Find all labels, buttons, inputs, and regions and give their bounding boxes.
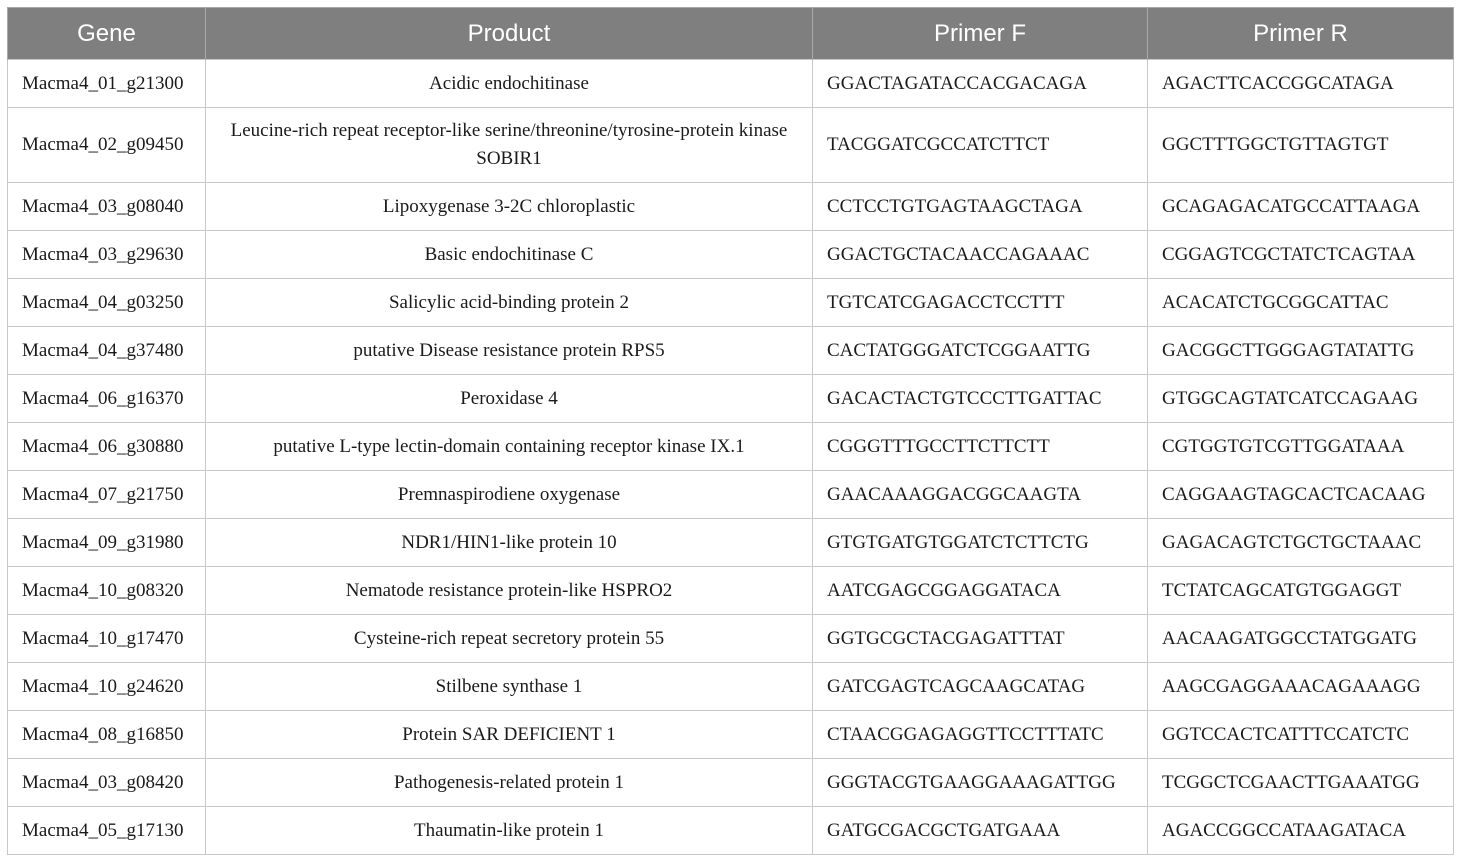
cell-primer-f: GACACTACTGTCCCTTGATTAC [813,375,1148,423]
table-row [8,519,1454,567]
table-row [8,759,1454,807]
cell-gene: Macma4_01_g21300 [8,60,206,108]
header-gene: Gene [8,8,206,60]
cell-primer-r: AACAAGATGGCCTATGGATG [1148,615,1454,663]
cell-primer-f: TACGGATCGCCATCTTCT [813,108,1148,183]
cell-primer-f: AATCGAGCGGAGGATACA [813,567,1148,615]
cell-primer-r: CGTGGTGTCGTTGGATAAA [1148,423,1454,471]
primer-table-container [7,7,1453,855]
cell-gene: Macma4_04_g37480 [8,327,206,375]
cell-primer-r: AGACCGGCCATAAGATACA [1148,807,1454,855]
cell-primer-r: TCGGCTCGAACTTGAAATGG [1148,759,1454,807]
cell-gene: Macma4_10_g17470 [8,615,206,663]
cell-product: Nematode resistance protein-like HSPRO2 [206,567,813,615]
cell-primer-f: GATCGAGTCAGCAAGCATAG [813,663,1148,711]
table-body [8,60,1454,855]
cell-product: Peroxidase 4 [206,375,813,423]
cell-gene: Macma4_03_g29630 [8,231,206,279]
cell-primer-r: AGACTTCACCGGCATAGA [1148,60,1454,108]
cell-primer-f: GGGTACGTGAAGGAAAGATTGG [813,759,1148,807]
cell-primer-f: TGTCATCGAGACCTCCTTT [813,279,1148,327]
table-row [8,807,1454,855]
cell-primer-r: CAGGAAGTAGCACTCACAAG [1148,471,1454,519]
cell-product: Stilbene synthase 1 [206,663,813,711]
table-row [8,327,1454,375]
header-primer-r: Primer R [1148,8,1454,60]
cell-primer-r: GGCTTTGGCTGTTAGTGT [1148,108,1454,183]
cell-product: Salicylic acid-binding protein 2 [206,279,813,327]
cell-gene: Macma4_06_g30880 [8,423,206,471]
cell-product: Protein SAR DEFICIENT 1 [206,711,813,759]
cell-primer-r: CGGAGTCGCTATCTCAGTAA [1148,231,1454,279]
cell-primer-f: GAACAAAGGACGGCAAGTA [813,471,1148,519]
table-row [8,375,1454,423]
cell-gene: Macma4_09_g31980 [8,519,206,567]
table-row [8,663,1454,711]
table-row [8,615,1454,663]
cell-primer-r: GAGACAGTCTGCTGCTAAAC [1148,519,1454,567]
table-row [8,183,1454,231]
cell-primer-r: GACGGCTTGGGAGTATATTG [1148,327,1454,375]
table-row [8,108,1454,183]
header-row [8,8,1454,60]
cell-gene: Macma4_10_g08320 [8,567,206,615]
cell-primer-f: GGACTAGATACCACGACAGA [813,60,1148,108]
cell-primer-r: GGTCCACTCATTTCCATCTC [1148,711,1454,759]
cell-product: Acidic endochitinase [206,60,813,108]
cell-gene: Macma4_10_g24620 [8,663,206,711]
table-row [8,711,1454,759]
cell-primer-f: GGTGCGCTACGAGATTTAT [813,615,1148,663]
cell-primer-f: GTGTGATGTGGATCTCTTCTG [813,519,1148,567]
cell-gene: Macma4_03_g08040 [8,183,206,231]
cell-product: Leucine-rich repeat receptor-like serine/threonine/tyrosine-protein kinase SOBIR1 [206,108,813,183]
cell-primer-r: GTGGCAGTATCATCCAGAAG [1148,375,1454,423]
cell-primer-r: AAGCGAGGAAACAGAAAGG [1148,663,1454,711]
cell-primer-f: GGACTGCTACAACCAGAAAC [813,231,1148,279]
cell-product: Thaumatin-like protein 1 [206,807,813,855]
table-row [8,471,1454,519]
cell-product: Pathogenesis-related protein 1 [206,759,813,807]
cell-product: Premnaspirodiene oxygenase [206,471,813,519]
cell-gene: Macma4_04_g03250 [8,279,206,327]
cell-gene: Macma4_07_g21750 [8,471,206,519]
cell-product: putative Disease resistance protein RPS5 [206,327,813,375]
cell-gene: Macma4_03_g08420 [8,759,206,807]
cell-primer-r: TCTATCAGCATGTGGAGGT [1148,567,1454,615]
cell-primer-f: CACTATGGGATCTCGGAATTG [813,327,1148,375]
cell-product: Lipoxygenase 3-2C chloroplastic [206,183,813,231]
table-row [8,423,1454,471]
header-primer-f: Primer F [813,8,1148,60]
cell-primer-r: GCAGAGACATGCCATTAAGA [1148,183,1454,231]
header-product: Product [206,8,813,60]
cell-primer-f: GATGCGACGCTGATGAAA [813,807,1148,855]
cell-gene: Macma4_05_g17130 [8,807,206,855]
cell-product: Cysteine-rich repeat secretory protein 55 [206,615,813,663]
cell-primer-f: CGGGTTTGCCTTCTTCTT [813,423,1148,471]
cell-product: NDR1/HIN1-like protein 10 [206,519,813,567]
cell-gene: Macma4_06_g16370 [8,375,206,423]
cell-product: Basic endochitinase C [206,231,813,279]
table-row [8,231,1454,279]
cell-primer-f: CCTCCTGTGAGTAAGCTAGA [813,183,1148,231]
table-row [8,567,1454,615]
primer-table [7,7,1454,855]
cell-product: putative L-type lectin-domain containing receptor kinase IX.1 [206,423,813,471]
table-header [8,8,1454,60]
cell-gene: Macma4_08_g16850 [8,711,206,759]
cell-gene: Macma4_02_g09450 [8,108,206,183]
table-row [8,279,1454,327]
cell-primer-r: ACACATCTGCGGCATTAC [1148,279,1454,327]
table-row [8,60,1454,108]
cell-primer-f: CTAACGGAGAGGTTCCTTTATC [813,711,1148,759]
